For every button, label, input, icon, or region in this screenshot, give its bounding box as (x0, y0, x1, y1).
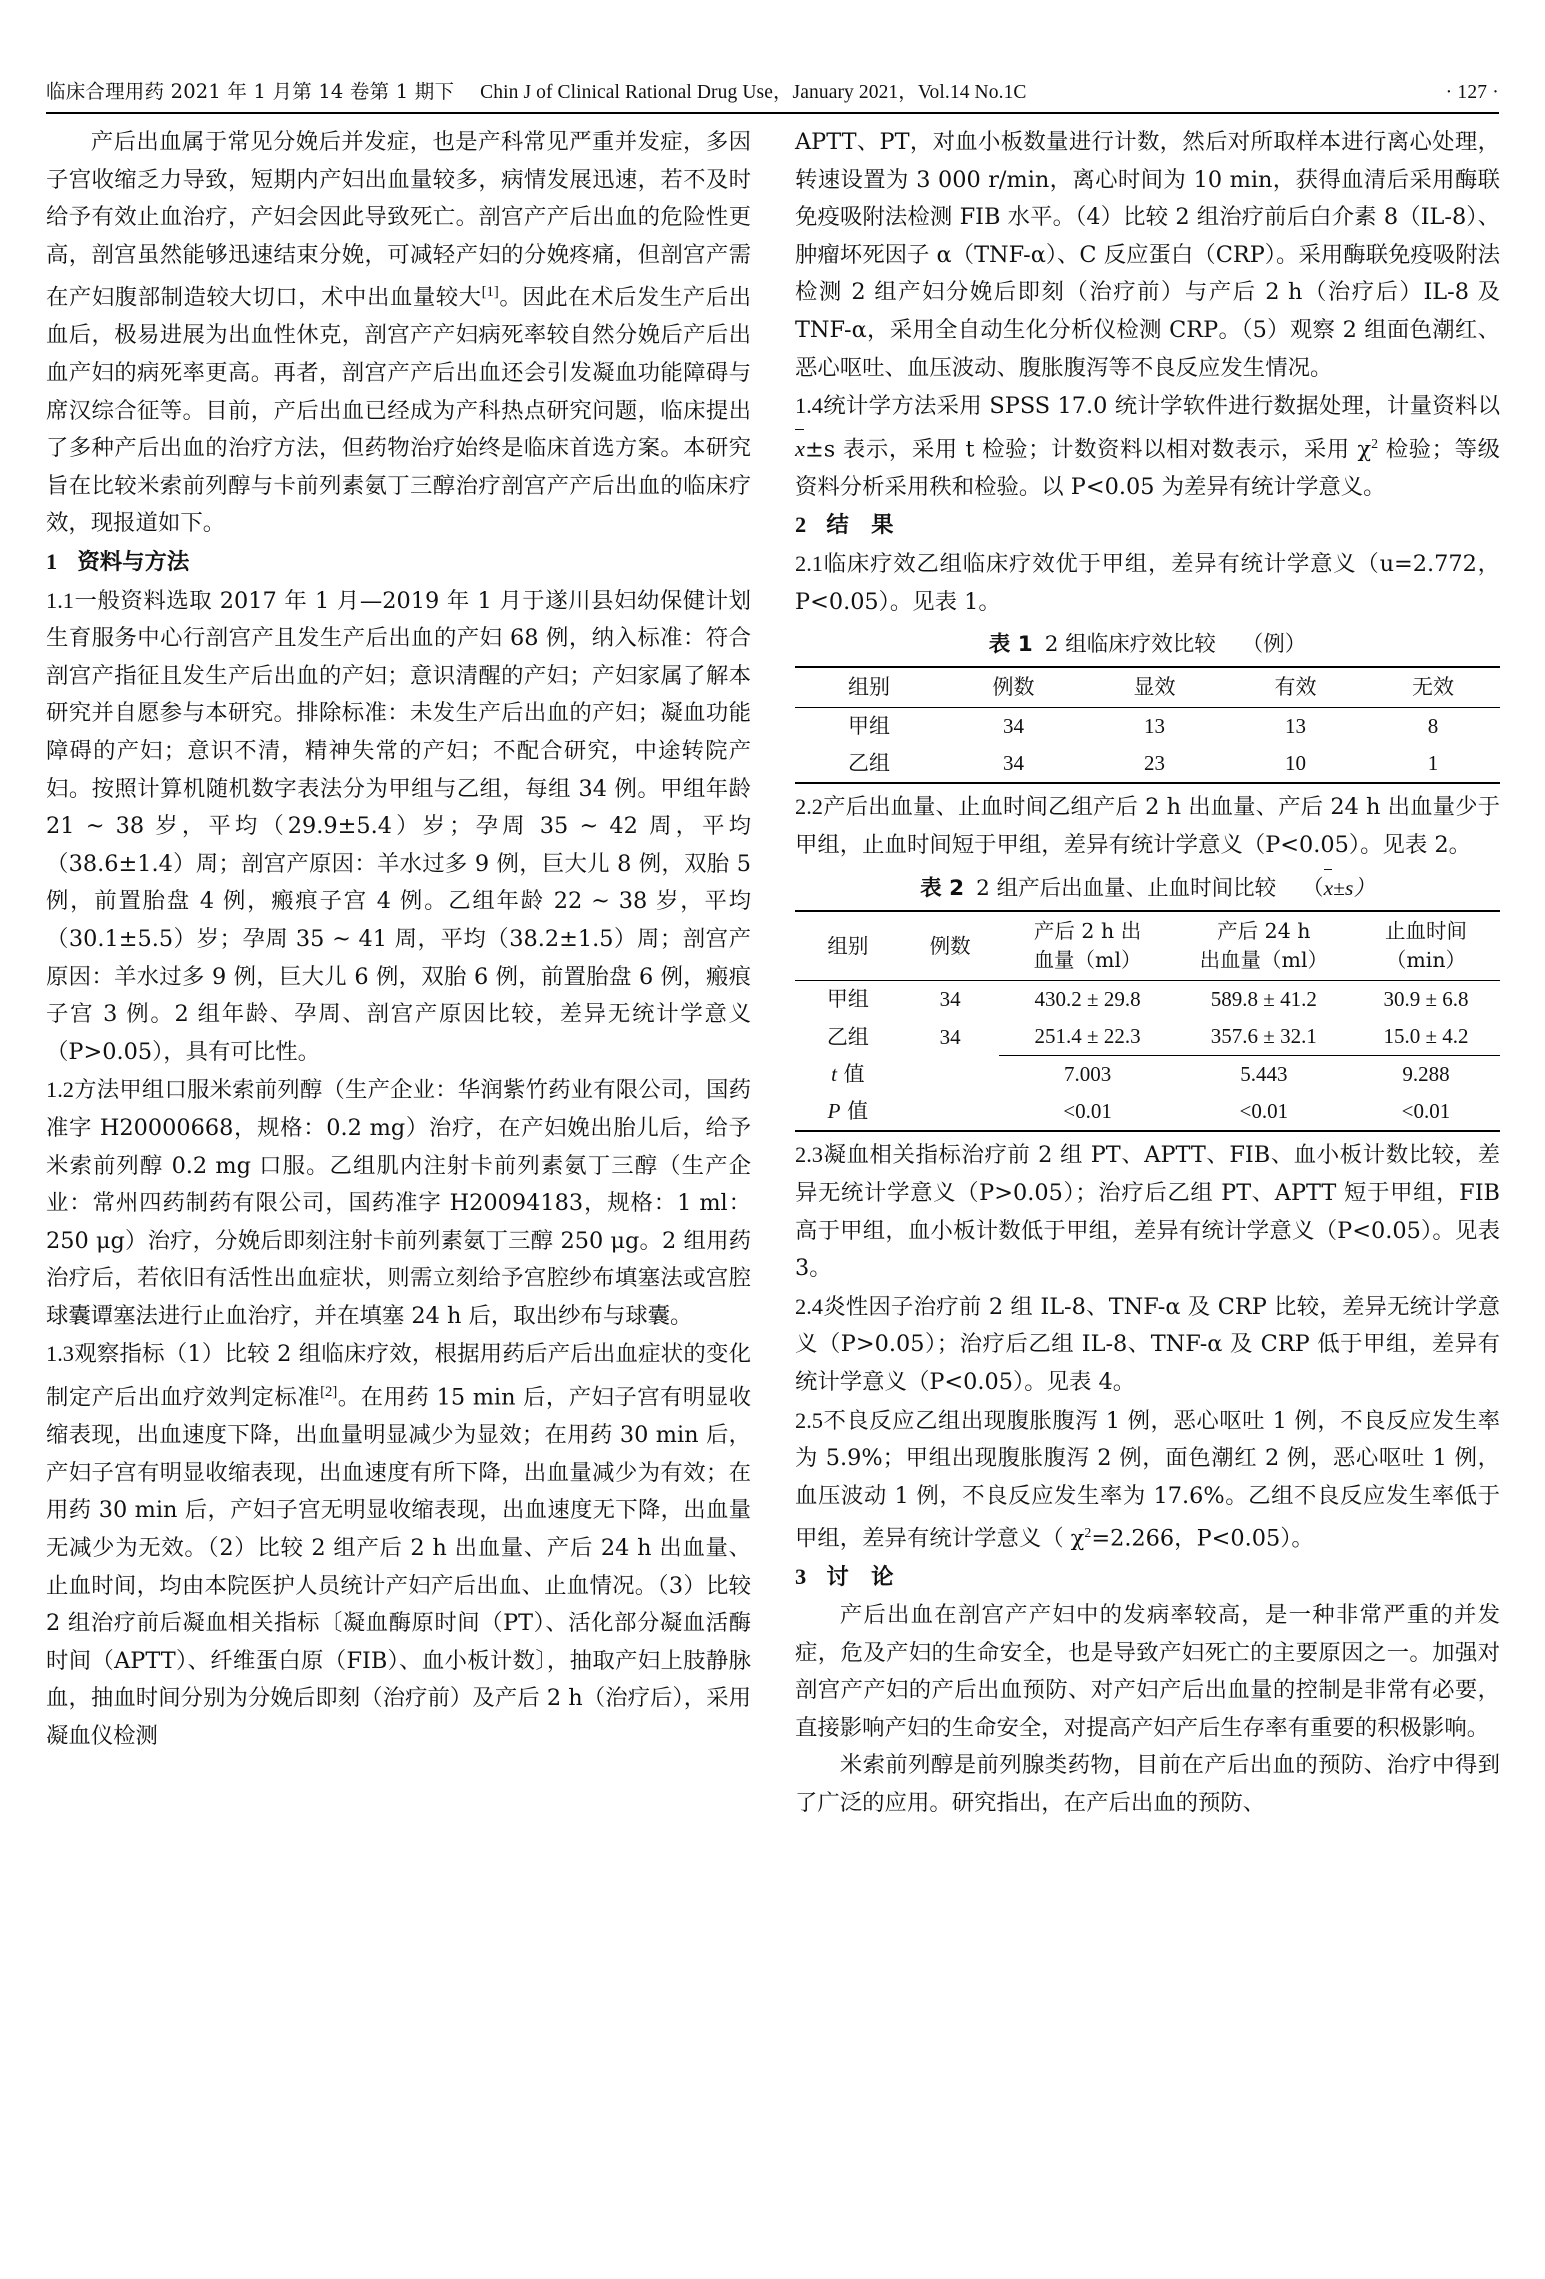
table-1-r0-group: 甲组 (848, 714, 891, 739)
table-1-number: 表 1 (988, 632, 1033, 658)
section-2-4-title: 炎性因子 (823, 1293, 914, 1320)
discussion-paragraph-1: 产后出血在剖宫产产妇中的发病率较高，是一种非常严重的并发症，危及产妇的生命安全，也是导致产妇死亡的主要原因之一。加强对剖宫产产妇的产后出血预防、对产妇产后出血量的控制是非常有必要，直接影响产妇的生命安全，对提高产妇产后生存率有重要的积极影响。 (795, 1601, 1500, 1741)
table-1-col-marked: 显效 (1084, 667, 1225, 708)
section-2-4-body: 治疗前 2 组 IL-8、TNF-α 及 CRP 比较，差异无统计学意义（P>0.05）；治疗后乙组 IL-8、TNF-α 及 CRP 低于甲组，差异有统计学意义（P<0.05）。见表 4。 (795, 1293, 1500, 1395)
table-2-t-blood-24h: 5.443 (1176, 1056, 1352, 1094)
table-2-unit-post: ±s） (1333, 876, 1375, 901)
section-1-title: 资料与方法 (77, 549, 190, 575)
table-1-col-group: 组别 (795, 667, 943, 708)
table-row (795, 1018, 1500, 1056)
section-1-2-number: 1.2 (46, 1077, 74, 1103)
journal-title-cn: 临床合理用药 2021 年 1 月第 14 卷第 1 期下 (46, 80, 455, 103)
table-2-r1-blood-2h: 251.4 ± 22.3 (1034, 1024, 1141, 1049)
table-1-r0-ineffective: 8 (1427, 714, 1439, 739)
table-1-caption (795, 627, 1500, 663)
table-2-r0-group: 甲组 (826, 987, 869, 1012)
section-1-4-number: 1.4 (795, 393, 823, 419)
table-2-header-row (795, 911, 1500, 981)
table-2-p-hemostasis: <0.01 (1352, 1093, 1500, 1131)
intro-text-a: 产后出血属于常见分娩后并发症，也是产科常见严重并发症，多因子宫收缩乏力导致，短期内产妇出血量较多，病情发展迅速，若不及时给予有效止血治疗，产妇会因此导致死亡。剖宫产产后出血的危险性更高，剖宫虽然能够迅速结束分娩，可减轻产妇的分娩疼痛，但剖宫产需在产妇腹部制造较大切口，术中出血量较大 (46, 129, 751, 311)
chi-square-superscript-1: 2 (1371, 436, 1378, 452)
table-1-body (795, 708, 1500, 784)
journal-title-en: Chin J of Clinical Rational Drug Use，January 2021，Vol.14 No.1C (480, 82, 1027, 103)
table-2-t-hemostasis: 9.288 (1352, 1056, 1500, 1094)
table-2-r0-hemostasis: 30.9 ± 6.8 (1383, 987, 1469, 1012)
table-1-r1-effective: 10 (1225, 745, 1366, 783)
table-2-p-label: P 值 (795, 1093, 901, 1131)
right-column (795, 124, 1500, 2255)
table-2-r1-group: 乙组 (826, 1024, 869, 1049)
section-2-title: 结 果 (826, 512, 894, 539)
table-2-r1-n: 34 (939, 1024, 961, 1049)
intro-text-b: 。因此在术后发生产后出血后，极易进展为出血性休克，剖宫产产妇病死率较自然分娩后产后出血产妇的病死率更高。再者，剖宫产产后出血还会引发凝血功能障碍与席汉综合征等。目前，产后出血已经成为产科热点研究问题，临床提出了多种产后出血的治疗方法，但药物治疗始终是临床首选方案。本研究旨在比较米索前列醇与卡前列素氨丁三醇治疗剖宫产产后出血的临床疗效，现报道如下。 (46, 284, 752, 537)
section-1-1-body: 选取 2017 年 1 月—2019 年 1 月于遂川县妇幼保健计划生育服务中心行剖宫产且发生产后出血的产妇 68 例，纳入标准：符合剖宫产指征且发生产后出血的产妇；意识清醒的产妇；产妇家属了解本研究并自愿参与本研究。排除标准：未发生产后出血的产妇；凝血功能障碍的产妇；意识不清，精神失常的产妇；不配合研究，中途转院产妇。按照计算机随机数字表法分为甲组与乙组，每组 34 例。甲组年龄 21 ~ 38 岁，平均（29.9±5.4）岁；孕周 35 ~ 42 周，平均（38.6±1.4）周；剖宫产原因：羊水过多 9 例，巨大儿 8 例，双胎 5 例，前置胎盘 4 例，瘢痕子宫 4 例。乙组年龄 22 ~ 38 岁，平均（30.1±5.5）岁；孕周 35 ~ 41 周，平均（38.2±1.5）周；剖宫产原因：羊水过多 9 例，巨大儿 6 例，双胎 6 例，前置胎盘 6 例，瘢痕子宫 3 例。2 组年龄、孕周、剖宫产原因比较，差异无统计学意义（P>0.05），具有可比性。 (46, 587, 752, 1065)
table-1-block (795, 627, 1500, 784)
two-column-body (46, 124, 1499, 2255)
table-2-x-bar-symbol: x (1324, 870, 1334, 906)
table-1-r1-n: 34 (943, 745, 1084, 783)
table-2-col-hemostasis-time: 止血时间 （min） (1352, 911, 1500, 981)
running-header-left (46, 76, 1027, 104)
table-1-header-row (795, 667, 1500, 708)
section-2-3-title: 凝血相关指标 (823, 1142, 962, 1169)
table-2-t-n (901, 1056, 1000, 1094)
page-number: · 127 · (1445, 82, 1499, 103)
table-1 (795, 666, 1500, 784)
table-2-p-blood-24h: <0.01 (1176, 1093, 1352, 1131)
table-2-t-blood-2h: 7.003 (999, 1056, 1175, 1094)
reference-marker-2: [2] (320, 1384, 338, 1401)
section-2-2-title: 产后出血量、止血时间 (823, 794, 1048, 821)
section-2-1-number: 2.1 (795, 551, 823, 576)
section-2-2 (795, 788, 1500, 864)
section-1-3-number: 1.3 (46, 1341, 74, 1367)
table-row (795, 1056, 1500, 1094)
table-2-p-n (901, 1093, 1000, 1131)
section-1-2-body: 甲组口服米索前列醇（生产企业：华润紫竹药业有限公司，国药准字 H20000668，规格：0.2 mg）治疗，在产妇娩出胎儿后，给予米索前列醇 0.2 mg 口服。乙组肌内注射卡前列素氨丁三醇（生产企业：常州四药制药有限公司，国药准字 H20094183，规格：1 ml：250 μg）治疗，分娩后即刻注射卡前列素氨丁三醇 250 μg。2 组用药治疗后，若依旧有活性出血症状，则需立刻给予宫腔纱布填塞法或宫腔球囊谭塞法进行止血治疗，并在填塞 24 h 后，取出纱布与球囊。 (46, 1077, 752, 1329)
section-1-2 (46, 1071, 751, 1335)
table-row (795, 745, 1500, 783)
table-1-col-ineffective: 无效 (1366, 667, 1500, 708)
table-1-r0-effective: 13 (1285, 714, 1307, 739)
intro-paragraph (46, 124, 751, 543)
section-2-3 (795, 1136, 1500, 1287)
section-1-2-title: 方法 (74, 1077, 120, 1104)
x-bar-symbol: x (795, 430, 805, 468)
table-1-r1-marked: 23 (1084, 745, 1225, 783)
section-1-3-body-b: 。在用药 15 min 后，产妇子宫有明显收缩表现，出血速度下降，出血量明显减少为显效；在用药 30 min 后，产妇子宫有明显收缩表现，出血速度有所下降，出血量减少为有效；在用药 30 min 后，产妇子宫无明显收缩表现，出血速度无下降，出血量无减少为无效。（2）比较 2 组产后 2 h 出血量、产后 24 h 出血量、止血时间，均由本院医护人员统计产妇产后出血、止血情况。（3）比较 2 组治疗前后凝血相关指标〔凝血酶原时间（PT）、活化部分凝血活酶时间（APTT）、纤维蛋白原（FIB）、血小板计数〕，抽取产妇上肢静脉血，抽血时间分别为分娩后即刻（治疗前）及产后 2 h（治疗后），采用凝血仪检测 (46, 1384, 751, 1749)
section-3-title: 讨 论 (826, 1564, 894, 1591)
section-1-1-title: 一般资料 (74, 587, 167, 614)
section-1-3 (46, 1335, 751, 1755)
table-1-r1-ineffective: 1 (1366, 745, 1500, 783)
section-2-1 (795, 545, 1500, 621)
section-1-4-body-c: 检验；等级资料分析采用秩和检验。以 P<0.05 为差异有统计学意义。 (795, 436, 1500, 500)
continued-paragraph: APTT、PT，对血小板数量进行计数，然后对所取样本进行离心处理，转速设置为 3 000 r/min，离心时间为 10 min，获得血清后采用酶联免疫吸附法检测 FIB 水平。（4）比较 2 组治疗前后白介素 8（IL-8）、肿瘤坏死因子 α（TNF-α）、C 反应蛋白（CRP）。采用酶联免疫吸附法检测 2 组产妇分娩后即刻（治疗前）与产后 2 h（治疗后）IL-8 及 TNF-α，采用全自动生化分析仪检测 CRP。（5）观察 2 组面色潮红、恶心呕吐、血压波动、腹胀腹泻等不良反应发生情况。 (795, 129, 1500, 381)
table-1-col-effective: 有效 (1225, 667, 1366, 708)
section-heading-3 (795, 1558, 1500, 1597)
table-2-r0-blood-24h: 589.8 ± 41.2 (1210, 987, 1317, 1012)
table-1-r0-n: 34 (1003, 714, 1025, 739)
table-2-col-blood-24h: 产后 24 h 出血量（ml） (1176, 911, 1352, 981)
table-1-title: 2 组临床疗效比较 (1044, 632, 1216, 658)
table-2-number: 表 2 (920, 876, 965, 902)
section-heading-2 (795, 506, 1500, 545)
section-2-5-body-b: =2.266，P<0.05）。 (1091, 1525, 1314, 1552)
table-2-unit-pre: （ (1302, 876, 1324, 902)
table-1-col-n: 例数 (943, 667, 1084, 708)
table-2-caption (795, 870, 1500, 907)
section-3-number: 3 (795, 1564, 807, 1590)
section-2-5-body-a: 乙组出现腹胀腹泻 1 例，恶心呕吐 1 例，不良反应发生率为 5.9%；甲组出现腹胀腹泻 2 例，面色潮红 2 例，恶心呕吐 1 例，血压波动 1 例，不良反应发生率为 17.6%。乙组不良反应发生率低于甲组，差异有统计学意义（ χ (795, 1407, 1500, 1552)
section-2-5 (795, 1402, 1500, 1559)
table-2-r1-blood-24h: 357.6 ± 32.1 (1210, 1024, 1317, 1049)
section-2-2-body: 乙组产后 2 h 出血量、产后 24 h 出血量少于甲组，止血时间短于甲组，差异有统计学意义（P<0.05）。见表 2。 (795, 794, 1500, 858)
table-2-title: 2 组产后出血量、止血时间比较 (976, 876, 1277, 902)
table-2-body (795, 981, 1500, 1132)
section-1-4-title: 统计学方法 (823, 393, 937, 420)
section-1-4 (795, 387, 1500, 506)
section-1-number: 1 (46, 549, 58, 574)
running-header (46, 76, 1499, 110)
table-row (795, 981, 1500, 1019)
table-2-col-n: 例数 (901, 911, 1000, 981)
table-1-unit: （例） (1241, 632, 1307, 658)
section-2-1-title: 临床疗效 (823, 551, 917, 577)
table-2-r1-hemostasis: 15.0 ± 4.2 (1383, 1024, 1469, 1049)
section-1-3-body-a: （1）比较 2 组临床疗效，根据用药后产后出血症状的变化制定产后出血疗效判定标准 (46, 1341, 751, 1411)
table-1-r1-group: 乙组 (795, 745, 943, 783)
table-row (795, 1093, 1500, 1131)
table-2 (795, 910, 1500, 1132)
table-2-block (795, 870, 1500, 1132)
section-2-3-number: 2.3 (795, 1142, 823, 1168)
left-column (46, 124, 751, 2255)
section-2-4-number: 2.4 (795, 1293, 823, 1319)
section-1-1 (46, 582, 751, 1072)
section-1-3-title: 观察指标 (74, 1341, 165, 1368)
table-2-p-blood-2h: <0.01 (999, 1093, 1175, 1131)
table-2-r0-blood-2h: 430.2 ± 29.8 (1034, 987, 1141, 1012)
table-row (795, 708, 1500, 746)
section-2-1-body: 乙组临床疗效优于甲组，差异有统计学意义（u=2.772，P<0.05）。见表 1。 (795, 551, 1501, 615)
section-2-4 (795, 1288, 1500, 1402)
table-2-t-label: t 值 (831, 1062, 865, 1087)
table-1-head (795, 667, 1500, 708)
table-2-unit (1302, 876, 1375, 901)
section-1-1-number: 1.1 (46, 587, 74, 613)
header-divider-rule (46, 112, 1499, 114)
reference-marker-1: [1] (481, 284, 499, 301)
section-2-3-body: 治疗前 2 组 PT、APTT、FIB、血小板计数比较，差异无统计学意义（P>0.05）；治疗后乙组 PT、APTT 短于甲组，FIB 高于甲组，血小板计数低于甲组，差异有统计学意义（P<0.05）。见表 3。 (795, 1142, 1501, 1282)
table-2-head (795, 911, 1500, 981)
table-2-col-blood-2h: 产后 2 h 出 血量（ml） (999, 911, 1175, 981)
section-2-2-number: 2.2 (795, 794, 823, 820)
table-2-col-group: 组别 (795, 911, 901, 981)
discussion-paragraph-2: 米索前列醇是前列腺类药物，目前在产后出血的预防、治疗中得到了广泛的应用。研究指出，在产后出血的预防、 (795, 1752, 1500, 1816)
chi-square-superscript-2: 2 (1084, 1526, 1092, 1542)
section-2-number: 2 (795, 512, 807, 538)
section-heading-1 (46, 543, 751, 582)
table-1-r0-marked: 13 (1144, 714, 1166, 739)
section-2-5-number: 2.5 (795, 1407, 823, 1433)
section-1-4-body-b: ±s 表示，采用 t 检验；计数资料以相对数表示，采用 χ (804, 436, 1372, 463)
section-2-5-title: 不良反应 (823, 1407, 916, 1434)
table-2-r0-n: 34 (939, 987, 961, 1012)
section-1-4-body-a: 采用 SPSS 17.0 统计学软件进行数据处理，计量资料以 (936, 393, 1500, 420)
